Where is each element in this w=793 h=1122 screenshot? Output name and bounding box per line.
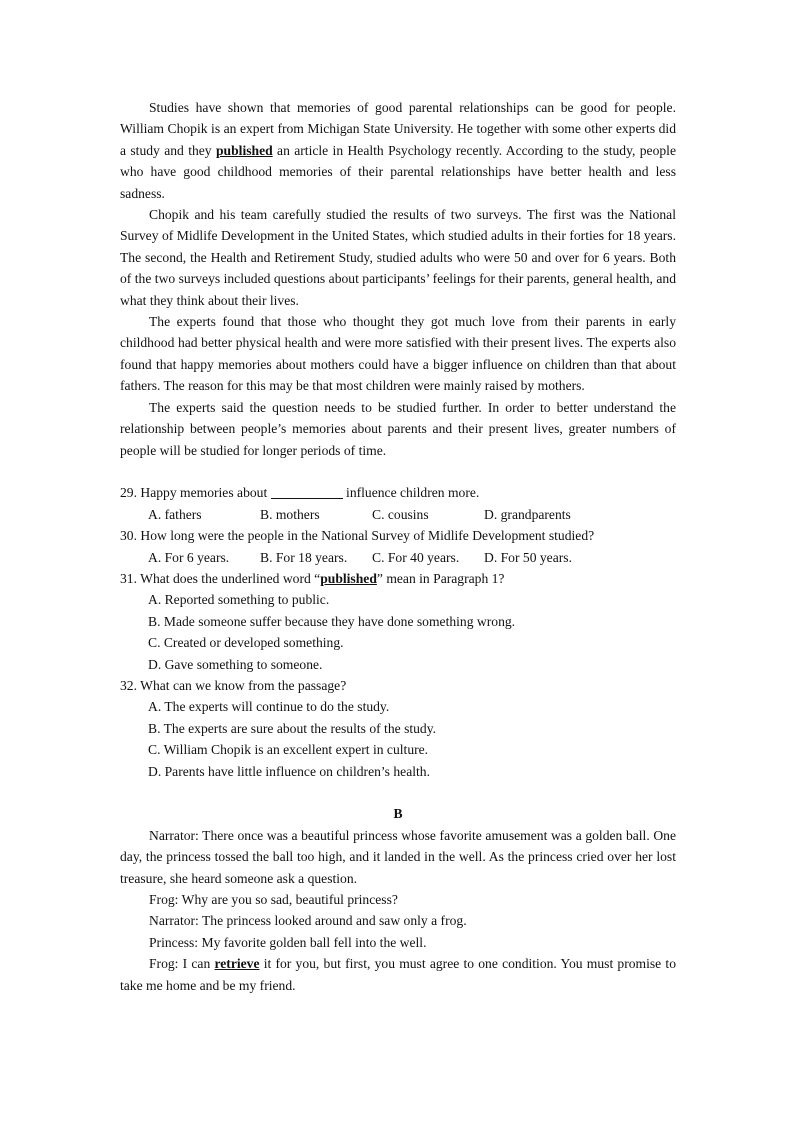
passage-a-paragraph-4: The experts said the question needs to be studied further. In order to better understand the relationship between people’s memories about parents and their present lives, greater numbers of people will be studied for longer periods of time. <box>120 399 676 458</box>
spacer <box>120 461 676 482</box>
option-d: D. For 50 years. <box>484 549 572 565</box>
option-b: B. Made someone suffer because they have done something wrong. <box>148 613 516 629</box>
option-d: D. Gave something to someone. <box>148 656 323 672</box>
option-c: C. For 40 years. <box>372 549 460 565</box>
option-a: A. For 6 years. <box>148 549 230 565</box>
option-d: D. Parents have little influence on children’s health. <box>148 763 430 779</box>
option-a: A. Reported something to public. <box>148 592 330 608</box>
document-page <box>120 97 676 996</box>
question-30: 30. How long were the people in the National Survey of Midlife Development studied? <box>120 528 595 544</box>
option-c: C. William Chopik is an excellent expert in culture. <box>148 742 429 758</box>
question-30-options <box>120 547 676 568</box>
option-b: B. The experts are sure about the results of the study. <box>148 720 437 736</box>
underlined-word-published: published <box>320 570 377 586</box>
question-29: 29. Happy memories about influence children more. <box>120 485 480 501</box>
option-b: B. For 18 years. <box>260 549 348 565</box>
dialogue-line: Frog: I can retrieve it for you, but first, you must agree to one condition. You must promise to take me home and be my friend. <box>120 956 676 993</box>
dialogue-line: Narrator: The princess looked around and saw only a frog. <box>149 913 467 929</box>
question-29-options <box>120 504 676 525</box>
section-title: B <box>393 806 403 822</box>
option-d: D. grandparents <box>484 506 571 522</box>
question-32: 32. What can we know from the passage? <box>120 677 347 693</box>
option-c: C. cousins <box>372 506 429 522</box>
underlined-word-published: published <box>215 142 273 158</box>
passage-a-paragraph-2: Chopik and his team carefully studied the results of two surveys. The first was the National Survey of Midlife Development in the United States, which studied adults in their forties for 18 years. The second, the Health and Retirement Study, studied adults who were 50 and over for 6 years. Both of the two surveys included questions about participants’ feelings for their parents, general health, and what they think about their lives. <box>120 207 676 308</box>
dialogue-line: Princess: My favorite golden ball fell into the well. <box>149 934 427 950</box>
option-b: B. mothers <box>260 506 320 522</box>
question-31: 31. What does the underlined word “published” mean in Paragraph 1? <box>120 570 505 586</box>
option-a: A. fathers <box>148 506 202 522</box>
option-a: A. The experts will continue to do the study. <box>148 699 390 715</box>
spacer <box>120 782 676 803</box>
dialogue-line: Frog: Why are you so sad, beautiful princess? <box>149 892 398 907</box>
passage-a-paragraph-1: Studies have shown that memories of good parental relationships can be good for people. William Chopik is an expert from Michigan State University. He together with some other experts did a study and they published an article in Health Psychology recently. According to the study, people who have good childhood memories of their parental relationships have better health and less sadness. <box>120 100 676 201</box>
option-c: C. Created or developed something. <box>148 635 344 651</box>
underlined-word-retrieve: retrieve <box>214 956 260 972</box>
dialogue-line: Narrator: There once was a beautiful princess whose favorite amusement was a golden ball. One day, the princess tossed the ball too high, and it landed in the well. As the princess cried over her lost treasure, she heard someone ask a question. <box>120 827 676 886</box>
passage-a-paragraph-3: The experts found that those who thought they got much love from their parents in early childhood had better physical health and were more satisfied with their present lives. The experts also found that happy memories about mothers could have a bigger influence on children than that about fathers. The reason for this may be that most children were mainly raised by mothers. <box>120 314 676 394</box>
answer-blank <box>271 484 343 499</box>
